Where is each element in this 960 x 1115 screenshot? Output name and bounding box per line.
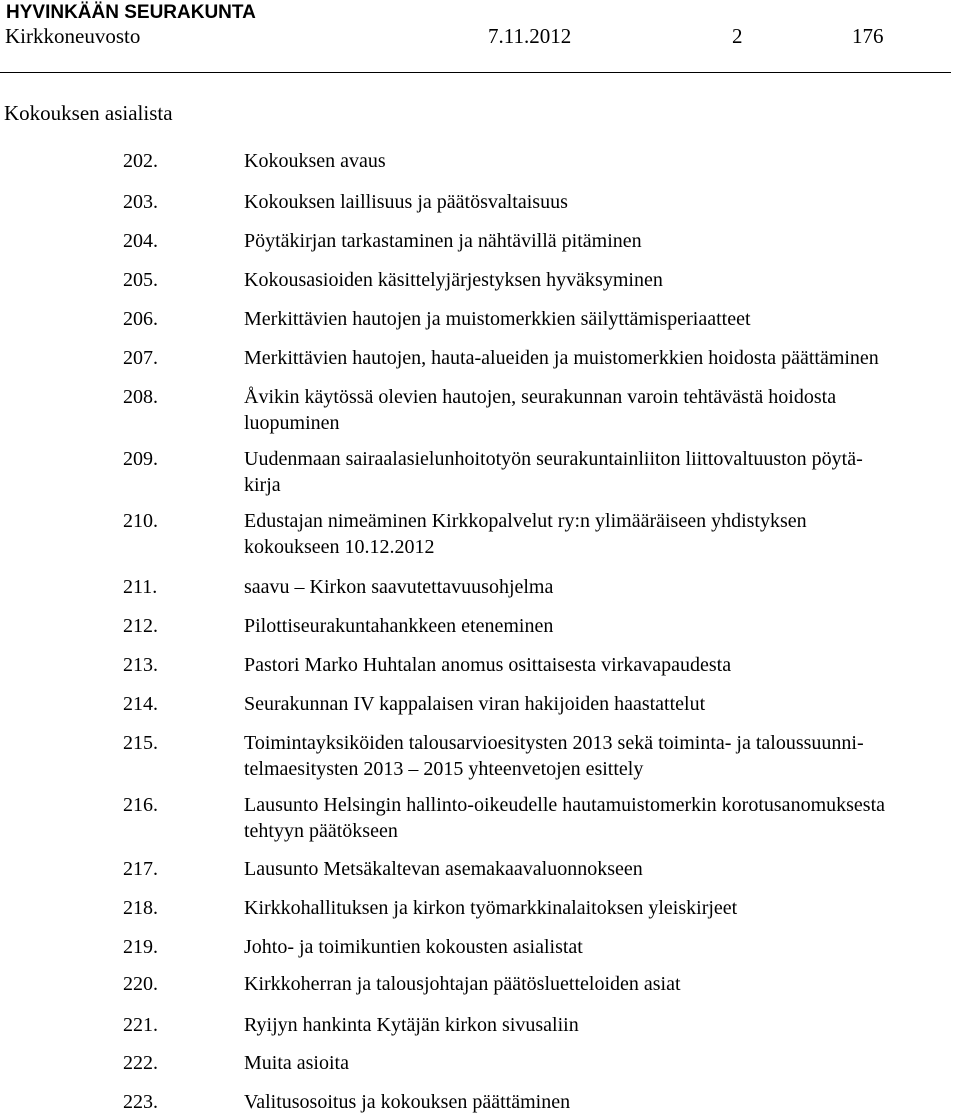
agenda-item-title-line: Muita asioita — [244, 1052, 349, 1074]
agenda-item-title-line: Merkittävien hautojen, hauta-alueiden ja muistomerkkien hoidosta päättäminen — [244, 347, 879, 369]
page-number: 176 — [852, 24, 884, 48]
agenda-item-title-line: Valitusosoitus ja kokouksen päättäminen — [244, 1091, 571, 1113]
agenda-item-title-line: telmaesitysten 2013 – 2015 yhteenvetojen esittely — [244, 758, 644, 780]
agenda-item-number: 215. — [123, 732, 158, 754]
agenda-item-number: 208. — [123, 386, 158, 408]
agenda-item-number: 223. — [123, 1091, 158, 1113]
agenda-item-title — [244, 613, 960, 639]
agenda-item-title-line: Seurakunnan IV kappalaisen viran hakijoiden haastattelut — [244, 693, 706, 715]
agenda-item-title — [244, 691, 960, 717]
agenda-item-title-line: Uudenmaan sairaalasielunhoitotyön seurakuntainliiton liittovaltuuston pöytä- — [244, 448, 863, 470]
agenda-item-title — [244, 1012, 960, 1038]
agenda-item-title — [244, 267, 960, 293]
agenda-item-title-line: Ryijyn hankinta Kytäjän kirkon sivusaliin — [244, 1014, 579, 1036]
agenda-item-title — [244, 384, 960, 436]
agenda-item-number: 219. — [123, 936, 158, 958]
agenda-item-title — [244, 228, 960, 254]
agenda-item-title — [244, 306, 960, 332]
document-title: Kokouksen asialista — [4, 101, 173, 125]
agenda-item-number: 221. — [123, 1014, 158, 1036]
agenda-item-title-line: luopuminen — [244, 412, 340, 434]
agenda-item-title-line: Pilottiseurakuntahankkeen eteneminen — [244, 615, 554, 637]
agenda-item-title — [244, 934, 960, 960]
agenda-item-title — [244, 1050, 960, 1076]
agenda-item-title-line: Edustajan nimeäminen Kirkkopalvelut ry:n ylimääräiseen yhdistyksen — [244, 510, 807, 532]
agenda-item-number: 203. — [123, 191, 158, 213]
agenda-item-number: 205. — [123, 269, 158, 291]
agenda-item-number: 214. — [123, 693, 158, 715]
header-divider — [0, 72, 951, 73]
agenda-item-title — [244, 895, 960, 921]
agenda-item-number: 222. — [123, 1052, 158, 1074]
agenda-item-title-line: Merkittävien hautojen ja muistomerkkien säilyttämisperiaatteet — [244, 308, 751, 330]
meeting-date: 7.11.2012 — [488, 24, 572, 48]
agenda-item-title-line: Toimintayksiköiden talousarvioesitysten 2013 sekä toiminta- ja taloussuunni- — [244, 732, 864, 754]
agenda-item-title-line: saavu – Kirkon saavutettavuusohjelma — [244, 576, 554, 598]
agenda-item-title — [244, 652, 960, 678]
agenda-item-title-line: Lausunto Metsäkaltevan asemakaavaluonnokseen — [244, 858, 643, 880]
agenda-item-number: 204. — [123, 230, 158, 252]
agenda-item-title — [244, 971, 960, 997]
agenda-item-title-line: Kirkkohallituksen ja kirkon työmarkkinalaitoksen yleiskirjeet — [244, 897, 738, 919]
agenda-item-title — [244, 508, 960, 560]
agenda-item-title-line: Pastori Marko Huhtalan anomus osittaisesta virkavapaudesta — [244, 654, 732, 676]
agenda-item-number: 210. — [123, 510, 158, 532]
agenda-item-number: 202. — [123, 150, 158, 172]
agenda-item-title-line: kokoukseen 10.12.2012 — [244, 536, 435, 558]
agenda-item-title-line: Åvikin käytössä olevien hautojen, seurakunnan varoin tehtävästä hoidosta — [244, 386, 837, 408]
agenda-item-title-line: Kokouksen laillisuus ja päätösvaltaisuus — [244, 191, 568, 213]
agenda-item-number: 220. — [123, 973, 158, 995]
agenda-item-title-line: Kokouksen avaus — [244, 150, 386, 172]
agenda-item-title — [244, 189, 960, 215]
agenda-item-number: 216. — [123, 794, 158, 816]
agenda-item-title — [244, 792, 960, 844]
agenda-item-title-line: Kirkkoherran ja talousjohtajan päätösluetteloiden asiat — [244, 973, 681, 995]
agenda-item-title — [244, 574, 960, 600]
agenda-item-title-line: tehtyyn päätökseen — [244, 820, 398, 842]
agenda-item-number: 217. — [123, 858, 158, 880]
agenda-item-number: 212. — [123, 615, 158, 637]
agenda-item-title-line: Lausunto Helsingin hallinto-oikeudelle hautamuistomerkin korotusanomuksesta — [244, 794, 885, 816]
agenda-item-title — [244, 730, 960, 782]
page-indicator: 2 — [732, 24, 743, 48]
agenda-item-title — [244, 148, 960, 174]
agenda-item-number: 207. — [123, 347, 158, 369]
agenda-item-title-line: Pöytäkirjan tarkastaminen ja nähtävillä pitäminen — [244, 230, 642, 252]
agenda-item-title-line: Johto- ja toimikuntien kokousten asialistat — [244, 936, 583, 958]
agenda-item-title — [244, 345, 960, 371]
agenda-item-number: 211. — [123, 576, 158, 598]
agenda-item-title-line: Kokousasioiden käsittelyjärjestyksen hyväksyminen — [244, 269, 663, 291]
agenda-item-number: 209. — [123, 448, 158, 470]
agenda-item-number: 218. — [123, 897, 158, 919]
agenda-item-title — [244, 446, 960, 498]
agenda-item-number: 206. — [123, 308, 158, 330]
meeting-body: Kirkkoneuvosto — [5, 24, 141, 48]
agenda-item-title — [244, 1089, 960, 1115]
agenda-item-title — [244, 856, 960, 882]
agenda-item-title-line: kirja — [244, 474, 281, 496]
organization-name: HYVINKÄÄN SEURAKUNTA — [6, 2, 256, 23]
agenda-item-number: 213. — [123, 654, 158, 676]
